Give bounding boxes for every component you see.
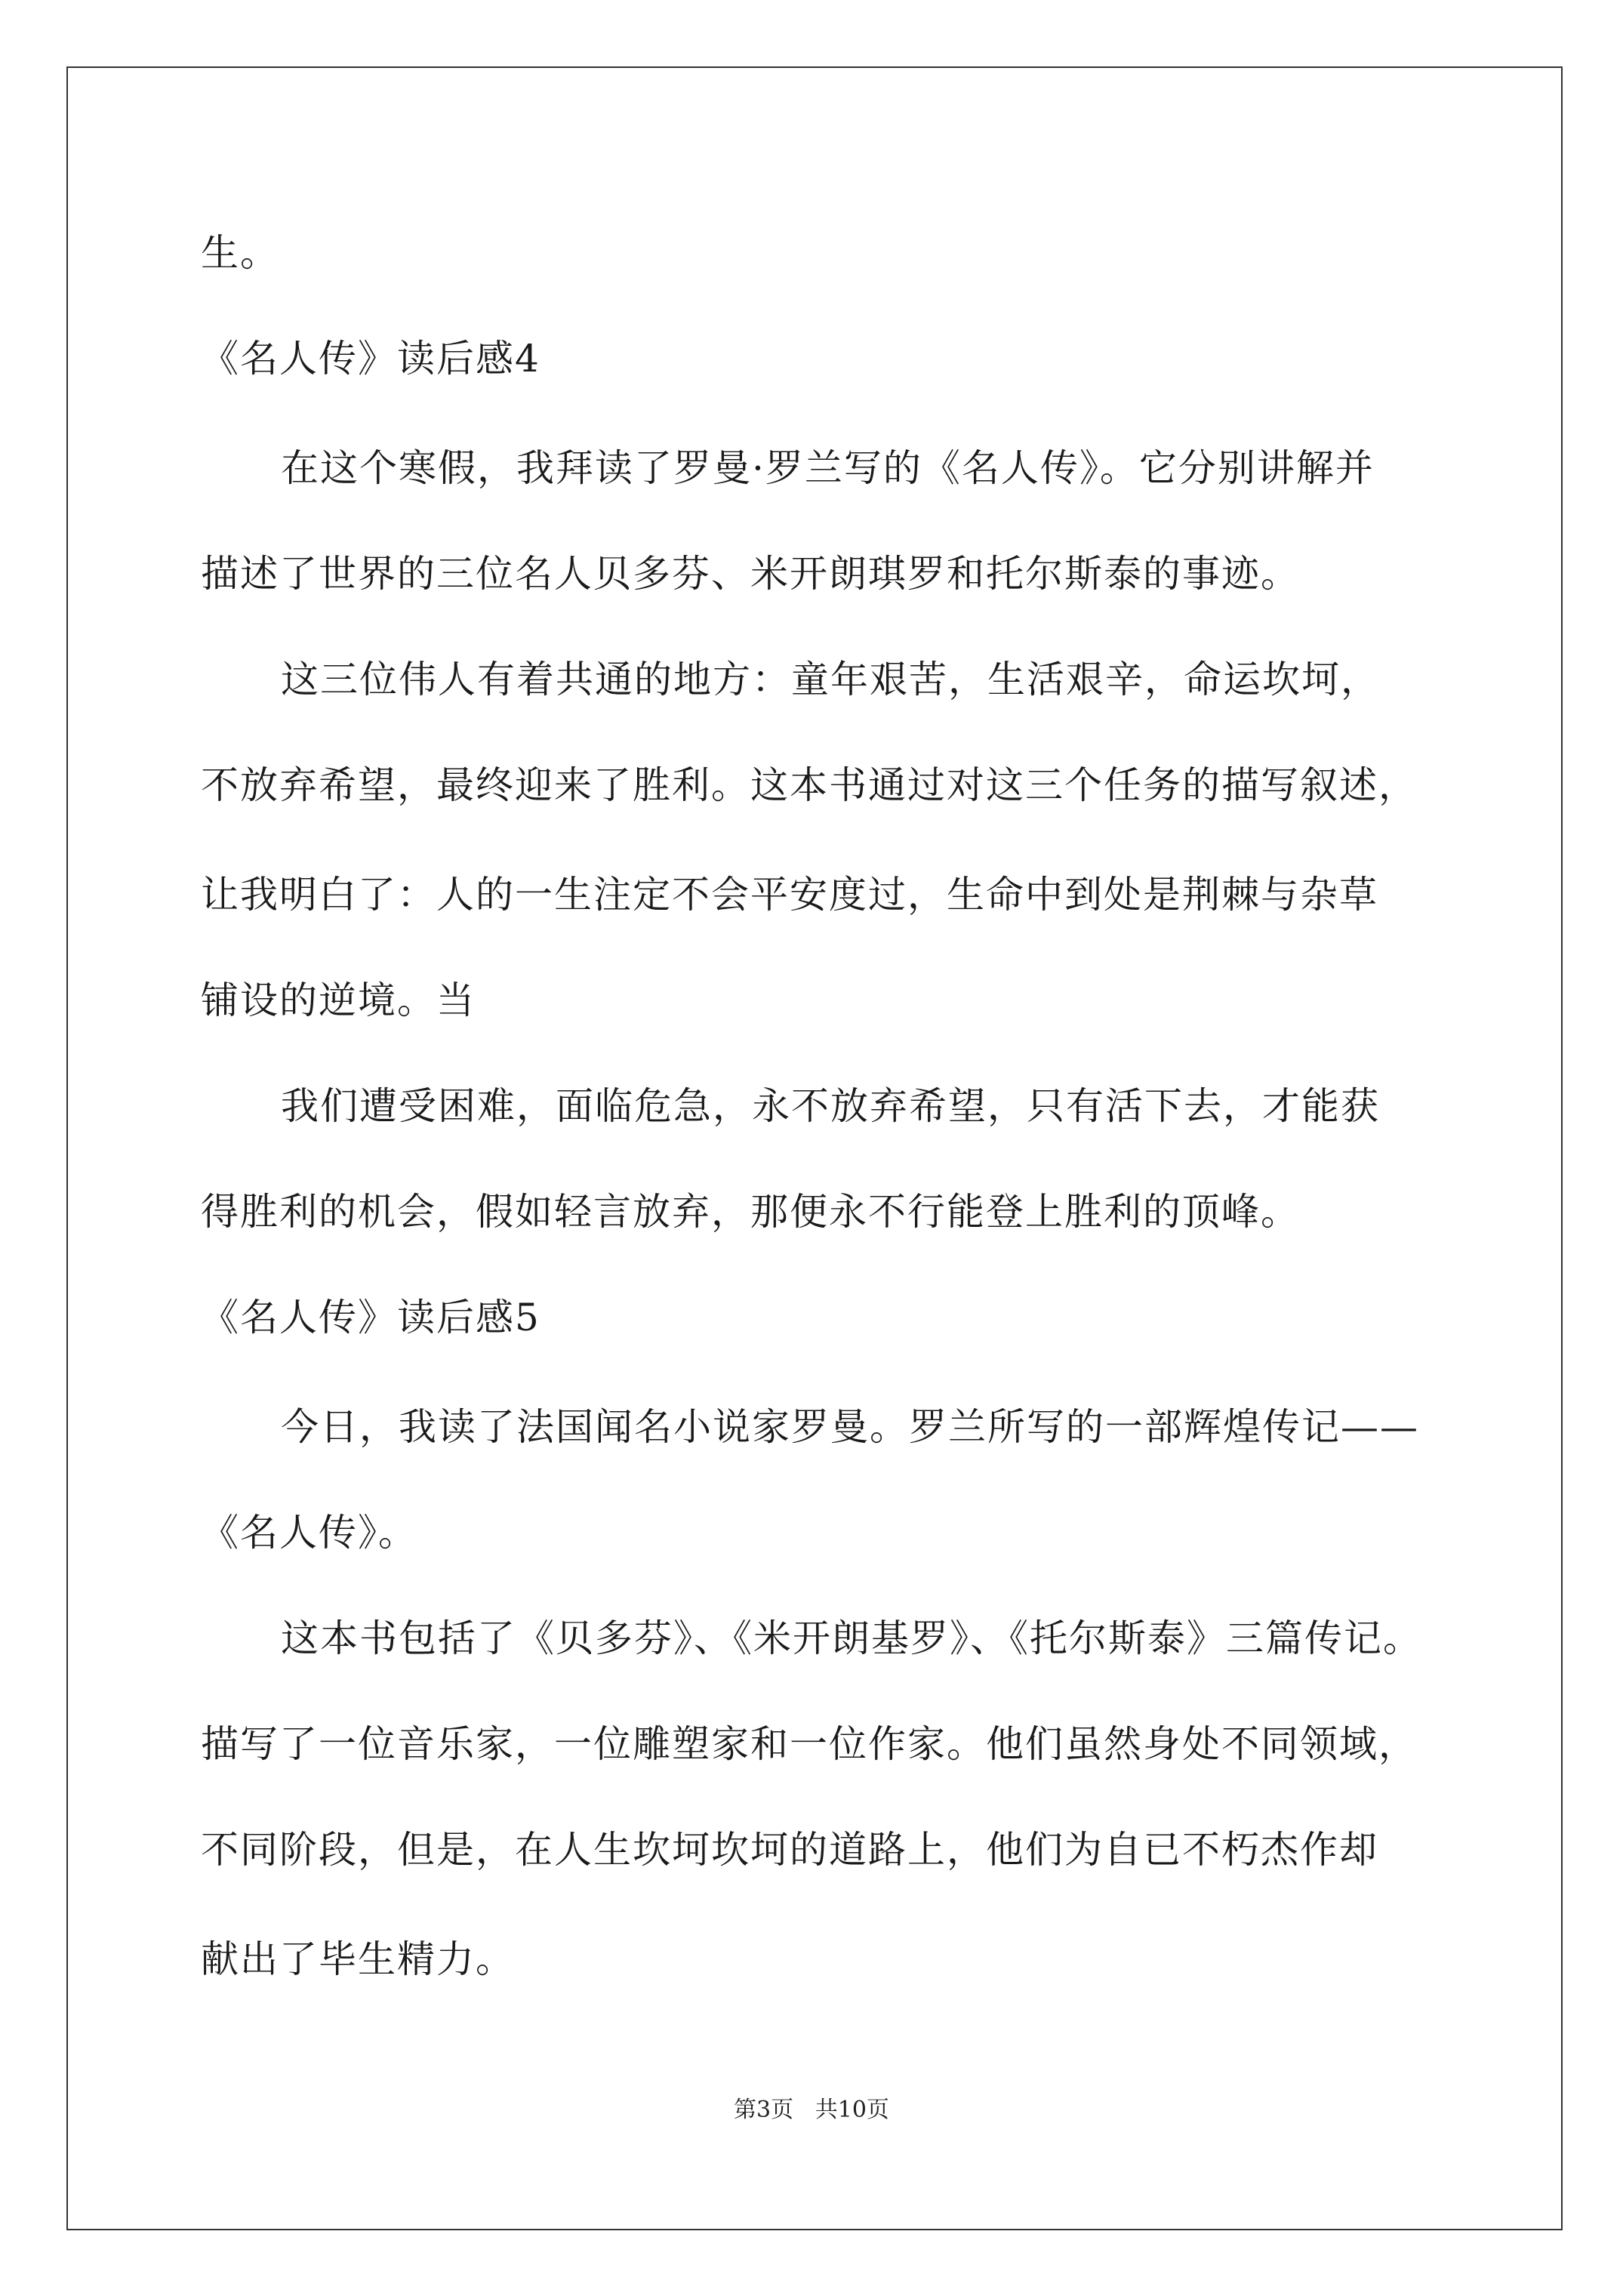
section-heading: 《名人传》读后感5 — [201, 1296, 540, 1339]
paragraph-line: 《名人传》。 — [201, 1511, 417, 1555]
paragraph-line: 今日，我读了法国闻名小说家罗曼。罗兰所写的一部辉煌传记—— — [281, 1405, 1419, 1449]
paragraph-line: 在这个寒假，我拜读了罗曼·罗兰写的《名人传》。它分别讲解并 — [281, 446, 1375, 490]
paragraph-line: 生。 — [201, 231, 279, 275]
paragraph-line: 描述了世界的三位名人贝多芬、米开朗琪罗和托尔斯泰的事迹。 — [201, 552, 1300, 596]
page-number: 第3页 — [734, 2097, 794, 2123]
section-heading: 《名人传》读后感4 — [201, 337, 540, 381]
paragraph-line: 铺设的逆境。当 — [201, 978, 476, 1022]
page-footer — [0, 2095, 1623, 2125]
paragraph-line: 描写了一位音乐家，一位雕塑家和一位作家。他们虽然身处不同领域， — [201, 1722, 1418, 1766]
paragraph-line: 这三位伟人有着共通的地方：童年艰苦，生活艰辛，命运坎坷， — [281, 658, 1380, 701]
paragraph-line: 我们遭受困难，面临危急，永不放弃希望，只有活下去，才能获 — [281, 1084, 1380, 1128]
paragraph-line: 让我明白了：人的一生注定不会平安度过，生命中到处是荆棘与杂草 — [201, 873, 1378, 917]
paragraph-line: 得胜利的机会，假如轻言放弃，那便永不行能登上胜利的顶峰。 — [201, 1190, 1300, 1234]
paragraph-line: 这本书包括了《贝多芬》、《米开朗基罗》、《托尔斯泰》三篇传记。 — [281, 1616, 1422, 1660]
page-border — [66, 66, 1563, 2230]
paragraph-line: 献出了毕生精力。 — [201, 1937, 515, 1981]
paragraph-line: 不放弃希望，最终迎来了胜利。这本书通过对这三个任务的描写叙述， — [201, 763, 1418, 807]
paragraph-line: 不同阶段，但是，在人生坎坷坎坷的道路上，他们为自已不朽杰作却 — [201, 1828, 1378, 1872]
page-total: 共10页 — [815, 2097, 889, 2123]
